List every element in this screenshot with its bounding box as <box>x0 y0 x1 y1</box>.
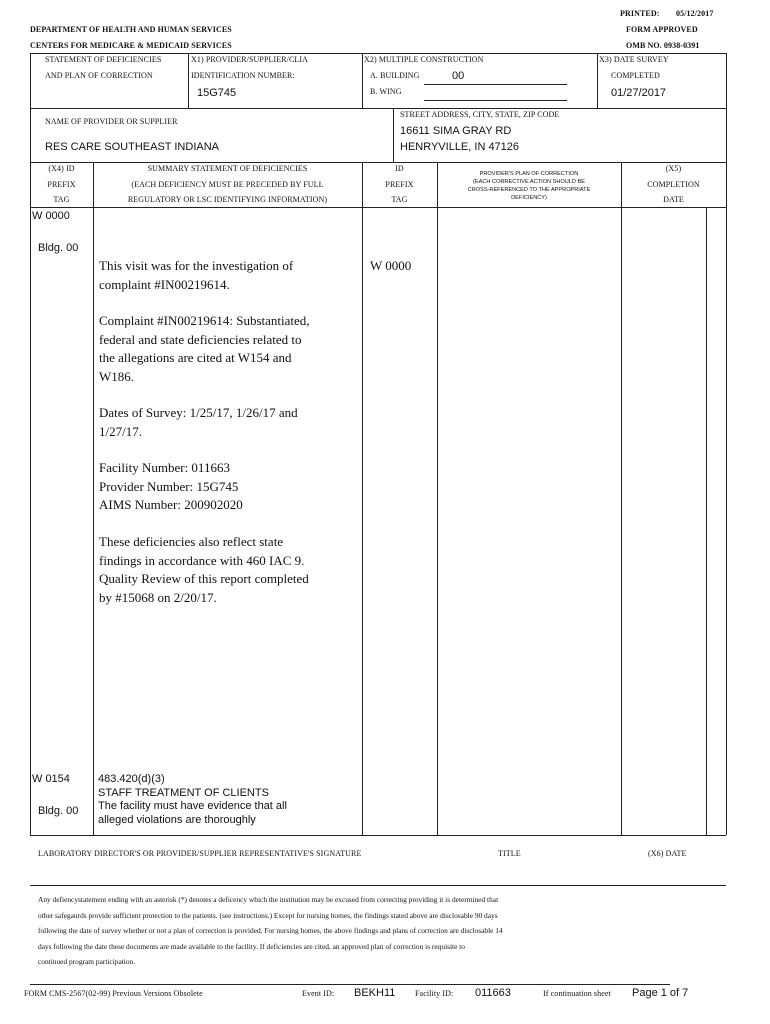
address-line-2: HENRYVILLE, IN 47126 <box>400 141 520 153</box>
provider-id-value: 15G745 <box>197 87 237 99</box>
statement-label-1: STATEMENT OF DEFICIENCIES <box>45 55 162 64</box>
w0000-building: Bldg. 00 <box>38 242 79 254</box>
box-top-line <box>30 53 726 54</box>
address-label: STREET ADDRESS, CITY, STATE, ZIP CODE <box>400 110 560 119</box>
omb-number: OMB NO. 0938-0391 <box>626 41 700 50</box>
provider-name-label: NAME OF PROVIDER OR SUPPLIER <box>45 117 178 126</box>
x5-header-1: (X5) <box>665 164 682 173</box>
col-divider-3 <box>437 162 438 835</box>
event-id-label: Event ID: <box>302 989 335 998</box>
summary-header-2: (EACH DEFICIENCY MUST BE PRECEDED BY FULL <box>131 180 324 189</box>
plan-header-2: (EACH CORRECTIVE ACTION SHOULD BE <box>473 179 585 185</box>
director-signature-label: LABORATORY DIRECTOR'S OR PROVIDER/SUPPLIER REPRESENTATIVE'S SIGNATURE <box>38 849 362 858</box>
facility-id-value: 011663 <box>475 987 511 999</box>
form-approved: FORM APPROVED <box>626 25 698 34</box>
id-header-1: ID <box>395 164 404 173</box>
plan-header-3: CROSS-REFERENCED TO THE APPROPRIATE <box>467 187 591 193</box>
divider-x1 <box>188 53 189 108</box>
x1-label-2: IDENTIFICATION NUMBER: <box>191 71 295 80</box>
content-bottom-line <box>30 835 726 836</box>
summary-header-1: SUMMARY STATEMENT OF DEFICIENCIES <box>147 164 308 173</box>
continuation-label: If continuation sheet <box>543 989 611 998</box>
survey-date-value: 01/27/2017 <box>611 87 667 99</box>
w0154-text: 483.420(d)(3) STAFF TREATMENT OF CLIENTS The facility must have evidence that all alleged violations are thoroughly <box>98 773 287 826</box>
x4-header-2: PREFIX <box>47 180 76 189</box>
w0000-tag: W 0000 <box>32 210 70 222</box>
box-right-border <box>726 53 727 835</box>
id-header-2: PREFIX <box>385 180 414 189</box>
divider-x3 <box>597 53 598 108</box>
form-number: FORM CMS-2567(02-99) Previous Versions Obsolete <box>24 989 203 998</box>
x3-label-1: X3) DATE SURVEY <box>599 55 669 64</box>
wing-label: B. WING <box>370 87 402 96</box>
w0154-building: Bldg. 00 <box>38 805 79 817</box>
state-findings-paragraph: These deficiencies also reflect state findings in accordance with 460 IAC 9. Quality Review of this report completed by #15068 on 2/20/17. <box>99 534 309 605</box>
building-underline <box>424 84 567 85</box>
col-divider-2 <box>362 162 363 835</box>
x4-header-1: (X4) ID <box>48 164 75 173</box>
x3-label-2: COMPLETED <box>611 71 660 80</box>
page-number: Page 1 of 7 <box>632 987 689 999</box>
printed-date: 05/12/2017 <box>676 9 714 18</box>
statement-label-2: AND PLAN OF CORRECTION <box>45 71 153 80</box>
building-value: 00 <box>452 70 465 82</box>
visit-paragraph: This visit was for the investigation of complaint #IN00219614. <box>99 258 294 292</box>
survey-dates-paragraph: Dates of Survey: 1/25/17, 1/26/17 and 1/27/17. <box>99 405 298 439</box>
x2-label: X2) MULTIPLE CONSTRUCTION <box>364 55 484 64</box>
summary-header-3: REGULATORY OR LSC IDENTIFYING INFORMATION) <box>127 195 328 204</box>
x1-label-1: X1) PROVIDER/SUPPLIER/CLIA <box>191 55 309 64</box>
title-label: TITLE <box>498 849 521 858</box>
x5-header-2: COMPLETION <box>647 180 700 189</box>
facility-id-label: Facility ID: <box>415 989 454 998</box>
provider-name-value: RES CARE SOUTHEAST INDIANA <box>45 141 219 153</box>
plan-header-4: DEFICIENCY) <box>511 195 547 201</box>
event-id-value: BEKH11 <box>354 987 396 999</box>
wing-underline <box>424 100 567 101</box>
printed-label: PRINTED: <box>620 9 660 18</box>
footer-line <box>30 984 670 985</box>
divider-address <box>393 108 394 162</box>
centers-title: CENTERS FOR MEDICARE & MEDICAID SERVICES <box>30 41 232 50</box>
divider-x2 <box>362 53 363 108</box>
complaint-paragraph: Complaint #IN00219614: Substantiated, federal and state deficiencies related to the allegations are cited at W154 and W186. <box>99 313 310 384</box>
col-divider-5 <box>706 207 707 835</box>
x4-header-3: TAG <box>53 195 70 204</box>
w0154-tag: W 0154 <box>32 773 70 785</box>
col-divider-4 <box>621 162 622 835</box>
signature-bottom-line <box>30 885 726 886</box>
department-title: DEPARTMENT OF HEALTH AND HUMAN SERVICES <box>30 25 232 34</box>
w0000-right-tag: W 0000 <box>370 258 412 273</box>
disclaimer-text: Any defiencystatement ending with an asterisk (*) denotes a deficency which the institution may be excused from correcting providing it is determined that other safegaurds provide sufficient protection to the patients. (see instructions.) Except for nursing homes, the findings stated above are disclosable 90 days following the date of survey whether or not a plan of correction is provided. For nursing homes, the above findings and plans of correction are disclosable 14 days following the date these documents are made available to the facility. If deficiencies are cited, an approved plan of correction is requisite to continued program participation. <box>38 895 503 967</box>
col-divider-1 <box>93 162 94 835</box>
x6-date-label: (X6) DATE <box>648 849 687 858</box>
address-line-1: 16611 SIMA GRAY RD <box>400 125 512 137</box>
id-header-3: TAG <box>391 195 408 204</box>
box-line-2 <box>30 108 726 109</box>
x5-header-3: DATE <box>663 195 684 204</box>
building-label: A. BUILDING <box>370 71 420 80</box>
plan-header-1: PROVIDER'S PLAN OF CORRECTION <box>479 171 579 177</box>
facility-numbers-paragraph: Facility Number: 011663 Provider Number: 15G745 AIMS Number: 200902020 <box>99 460 243 512</box>
